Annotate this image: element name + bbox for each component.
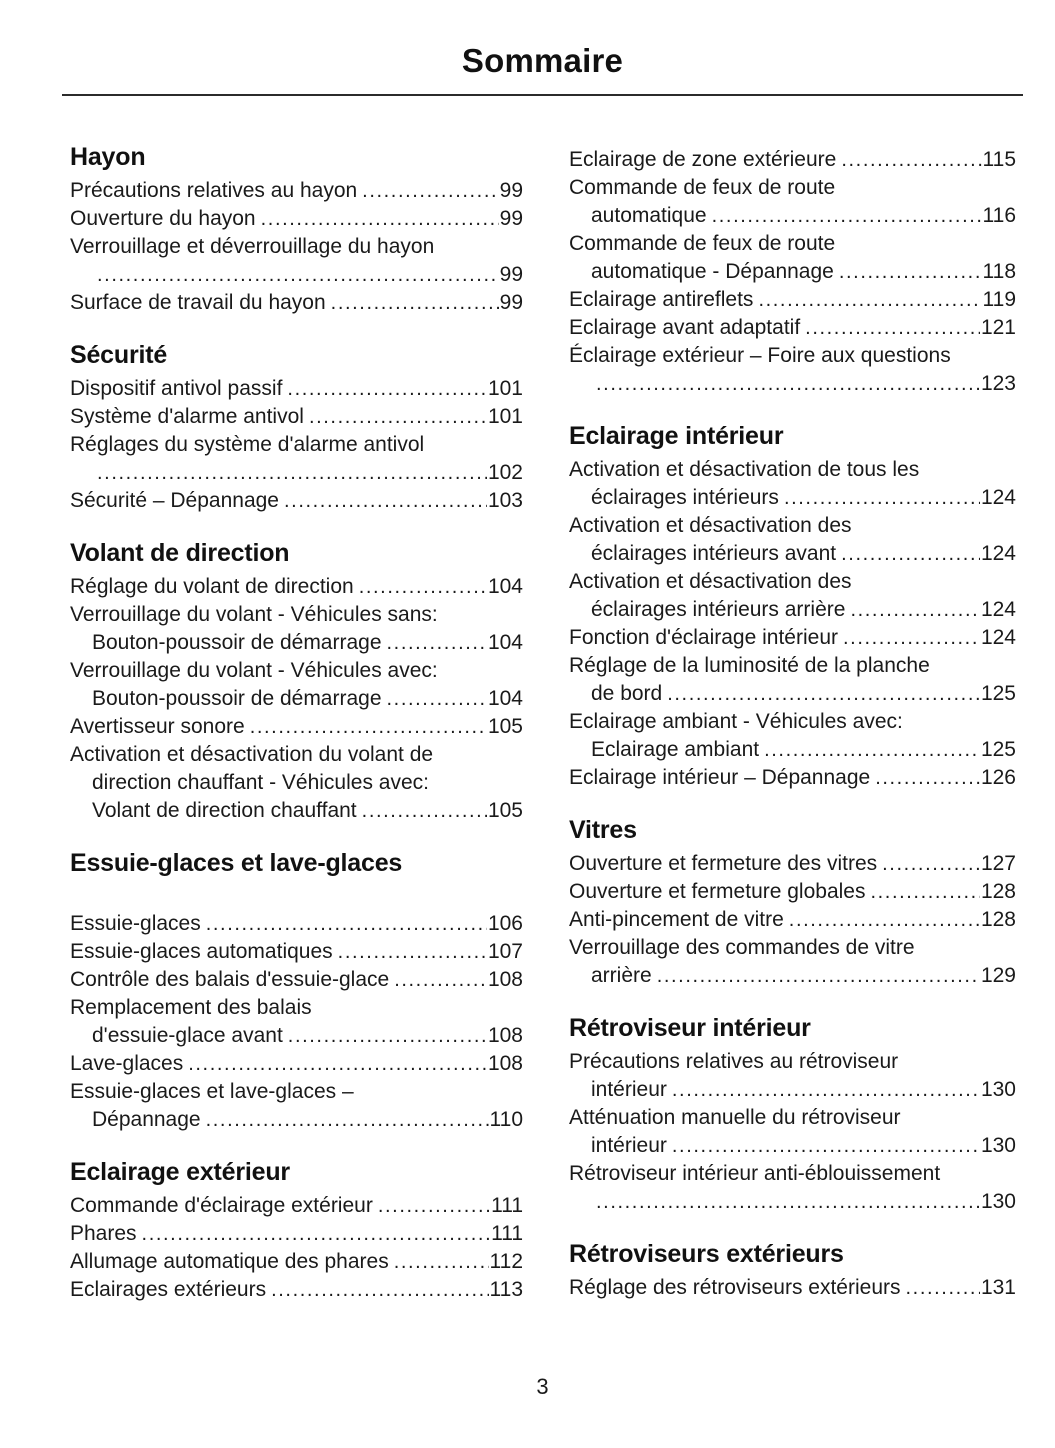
toc-entry-line [569, 878, 1016, 906]
toc-entry [70, 289, 523, 317]
toc-entry-line [70, 713, 523, 741]
toc-section [569, 1239, 1016, 1302]
toc-entry [70, 573, 523, 601]
entry-title: Eclairage antireflets [569, 288, 754, 311]
dot-leader [271, 1276, 488, 1304]
entry-title: Eclairage avant adaptatif [569, 316, 801, 339]
dot-leader [142, 1220, 491, 1248]
entry-page-number: 99 [499, 291, 523, 314]
entry-page-number: 99 [499, 263, 523, 286]
toc-entry [70, 487, 523, 515]
toc-entry [70, 1078, 523, 1134]
dot-leader [850, 596, 980, 624]
entry-page-number: 102 [487, 461, 523, 484]
dot-leader [596, 1188, 980, 1216]
dot-leader [712, 202, 982, 230]
entry-title: éclairages intérieurs arrière [591, 598, 846, 621]
dot-leader [188, 1050, 487, 1078]
toc-entry-line [569, 258, 1016, 286]
toc-entry [70, 938, 523, 966]
entry-title: intérieur [591, 1078, 667, 1101]
entry-title-line: Remplacement des balais [70, 996, 312, 1019]
toc-entry-line [569, 736, 1016, 764]
toc-entry-line [70, 797, 523, 825]
entry-title: Ouverture du hayon [70, 207, 256, 230]
toc-entry-line [569, 286, 1016, 314]
section-heading: Eclairage intérieur [569, 422, 784, 450]
entry-page-number: 106 [487, 912, 523, 935]
entry-title-line: Verrouillage et déverrouillage du hayon [70, 235, 435, 258]
entry-page-number: 121 [980, 316, 1016, 339]
dot-leader [359, 573, 487, 601]
toc-entry [70, 741, 523, 825]
toc-section [70, 538, 523, 825]
dot-leader [672, 1076, 980, 1104]
dot-leader [394, 966, 487, 994]
toc-entry [70, 233, 523, 289]
dot-leader [394, 1248, 489, 1276]
toc-entry-line [70, 685, 523, 713]
toc-entry [569, 146, 1016, 174]
entry-title-line: Activation et désactivation du volant de [70, 743, 434, 766]
dot-leader [378, 1192, 490, 1220]
section-heading: Vitres [569, 816, 637, 844]
toc-entry-line [569, 370, 1016, 398]
toc-entry-line [569, 202, 1016, 230]
entry-page-number: 113 [489, 1278, 523, 1301]
entry-title: Surface de travail du hayon [70, 291, 326, 314]
dot-leader [338, 938, 487, 966]
toc-entry [70, 601, 523, 657]
toc-entry-line [70, 938, 523, 966]
entry-title: Dépannage [92, 1108, 201, 1131]
toc-entry-line [70, 1248, 523, 1276]
toc-entry [569, 906, 1016, 934]
page-footer [62, 1374, 1023, 1400]
entry-title-line: Eclairage ambiant - Véhicules avec: [569, 710, 903, 733]
dot-leader [250, 713, 487, 741]
entry-page-number: 105 [487, 799, 523, 822]
toc-entry [569, 456, 1016, 512]
entry-page-number: 108 [487, 968, 523, 991]
entry-page-number: 104 [487, 631, 523, 654]
entry-page-number: 126 [980, 766, 1016, 789]
entry-title: Contrôle des balais d'essuie-glace [70, 968, 390, 991]
toc-entry [70, 375, 523, 403]
header-rule [62, 94, 1023, 96]
toc-entry [70, 177, 523, 205]
entry-title: de bord [591, 682, 663, 705]
toc-entry-line [569, 624, 1016, 652]
toc-entry [70, 966, 523, 994]
entry-title-line: Activation et désactivation des [569, 570, 852, 593]
page-number: 3 [536, 1374, 549, 1399]
dot-leader [657, 962, 980, 990]
toc-entry-line [70, 573, 523, 601]
dot-leader [387, 685, 487, 713]
toc-entry [569, 230, 1016, 286]
entry-title-line: Verrouillage du volant - Véhicules sans: [70, 603, 438, 626]
entry-title: Ouverture et fermeture des vitres [569, 852, 878, 875]
toc-entry-line [70, 289, 523, 317]
page-title: Sommaire [461, 42, 624, 79]
entry-page-number: 118 [982, 260, 1016, 283]
page-header [0, 0, 1055, 96]
dot-leader [906, 1274, 980, 1302]
section-heading: Sécurité [70, 341, 168, 369]
toc-entry-line [569, 1132, 1016, 1160]
entry-title-line: direction chauffant - Véhicules avec: [92, 771, 429, 794]
dot-leader [841, 146, 981, 174]
entry-title: Sécurité – Dépannage [70, 489, 279, 512]
toc-entry-line [569, 596, 1016, 624]
dot-leader [309, 403, 487, 431]
entry-page-number: 124 [980, 626, 1016, 649]
section-heading: Volant de direction [70, 539, 290, 567]
toc-section [70, 848, 523, 1134]
entry-page-number: 101 [487, 405, 523, 428]
toc-entry [569, 1048, 1016, 1104]
entry-title: Réglage du volant de direction [70, 575, 354, 598]
toc-entry-line [70, 1192, 523, 1220]
toc-entry-line [70, 1220, 523, 1248]
toc-entry-line [569, 1274, 1016, 1302]
entry-title: Précautions relatives au hayon [70, 179, 358, 202]
toc-entry-line [569, 314, 1016, 342]
dot-leader [261, 205, 499, 233]
entry-page-number: 124 [980, 486, 1016, 509]
toc-entry-line [70, 403, 523, 431]
entry-page-number: 108 [487, 1024, 523, 1047]
toc-entry-line [569, 1188, 1016, 1216]
entry-page-number: 130 [980, 1078, 1016, 1101]
toc-entry [70, 910, 523, 938]
entry-title-line: Essuie-glaces et lave-glaces – [70, 1080, 354, 1103]
entry-title-line: Activation et désactivation de tous les [569, 458, 920, 481]
dot-leader [97, 261, 499, 289]
toc-entry-line [569, 962, 1016, 990]
dot-leader [287, 375, 487, 403]
entry-page-number: 110 [489, 1108, 523, 1131]
toc-entry [70, 403, 523, 431]
toc-entry-line [569, 484, 1016, 512]
toc-entry [70, 1050, 523, 1078]
entry-title-line: Réglage de la luminosité de la planche [569, 654, 930, 677]
dot-leader [789, 906, 980, 934]
dot-leader [764, 736, 980, 764]
section-heading: Rétroviseur intérieur [569, 1014, 811, 1042]
toc-entry-line [70, 375, 523, 403]
entry-title: Eclairage ambiant [591, 738, 760, 761]
entry-page-number: 128 [980, 880, 1016, 903]
entry-page-number: 107 [487, 940, 523, 963]
entry-page-number: 99 [499, 179, 523, 202]
toc-entry [70, 205, 523, 233]
toc-entry [569, 286, 1016, 314]
entry-page-number: 101 [487, 377, 523, 400]
toc-entry-line [70, 1106, 523, 1134]
dot-leader [805, 314, 980, 342]
toc-section [569, 1013, 1016, 1216]
entry-page-number: 124 [980, 542, 1016, 565]
entry-title: automatique - Dépannage [591, 260, 834, 283]
section-heading: Hayon [70, 143, 146, 171]
dot-leader [758, 286, 981, 314]
toc-entry-line [569, 680, 1016, 708]
dot-leader [97, 459, 487, 487]
toc-entry [569, 850, 1016, 878]
dot-leader [875, 764, 980, 792]
dot-leader [667, 680, 980, 708]
entry-title-line: Activation et désactivation des [569, 514, 852, 537]
entry-title-line: Atténuation manuelle du rétroviseur [569, 1106, 901, 1129]
toc-entry-line [70, 177, 523, 205]
toc-entry [70, 1276, 523, 1304]
entry-page-number: 111 [491, 1222, 523, 1245]
toc-entry [70, 713, 523, 741]
toc-entry [569, 934, 1016, 990]
entry-page-number: 115 [982, 148, 1016, 171]
dot-leader [843, 624, 980, 652]
toc-entry [569, 314, 1016, 342]
entry-title: Phares [70, 1222, 137, 1245]
entry-title: Lave-glaces [70, 1052, 184, 1075]
toc-entry [70, 657, 523, 713]
entry-title-line: Verrouillage des commandes de vitre [569, 936, 915, 959]
section-heading: Rétroviseurs extérieurs [569, 1240, 844, 1268]
toc-entry [569, 342, 1016, 398]
entry-title: arrière [591, 964, 652, 987]
entry-title: Eclairage de zone extérieure [569, 148, 837, 171]
entry-title: Essuie-glaces [70, 912, 201, 935]
entry-title: Ouverture et fermeture globales [569, 880, 866, 903]
entry-title: Bouton-poussoir de démarrage [92, 631, 382, 654]
toc-entry [70, 1220, 523, 1248]
entry-page-number: 124 [980, 598, 1016, 621]
toc-entry [569, 1104, 1016, 1160]
entry-title-line: Réglages du système d'alarme antivol [70, 433, 425, 456]
entry-title: Bouton-poussoir de démarrage [92, 687, 382, 710]
entry-title: Fonction d'éclairage intérieur [569, 626, 838, 649]
toc-section [569, 815, 1016, 990]
toc-section [70, 340, 523, 515]
toc-entry-line [70, 629, 523, 657]
toc-entry-line [70, 910, 523, 938]
toc-entry [569, 624, 1016, 652]
toc-section [70, 1157, 523, 1304]
entry-title: Allumage automatique des phares [70, 1250, 389, 1273]
entry-page-number: 104 [487, 687, 523, 710]
dot-leader [362, 797, 487, 825]
entry-page-number: 128 [980, 908, 1016, 931]
entry-page-number: 116 [982, 204, 1016, 227]
toc-entry-line [70, 1276, 523, 1304]
entry-title: Anti-pincement de vitre [569, 908, 784, 931]
entry-title-line: Précautions relatives au rétroviseur [569, 1050, 899, 1073]
toc-entry [569, 878, 1016, 906]
entry-title-line: Commande de feux de route [569, 232, 836, 255]
entry-title: Système d'alarme antivol [70, 405, 304, 428]
dot-leader [331, 289, 499, 317]
dot-leader [596, 370, 980, 398]
dot-leader [387, 629, 487, 657]
entry-page-number: 130 [980, 1134, 1016, 1157]
entry-page-number: 112 [489, 1250, 523, 1273]
toc-entry [569, 652, 1016, 708]
entry-title: Eclairage intérieur – Dépannage [569, 766, 871, 789]
entry-title: Eclairages extérieurs [70, 1278, 267, 1301]
entry-title: automatique [591, 204, 707, 227]
toc-entry [569, 174, 1016, 230]
entry-title: Volant de direction chauffant [92, 799, 357, 822]
toc-entry [70, 1192, 523, 1220]
toc-section [569, 421, 1016, 792]
entry-page-number: 125 [980, 738, 1016, 761]
toc-entry-line [569, 540, 1016, 568]
entry-page-number: 99 [499, 207, 523, 230]
toc-entry [569, 1160, 1016, 1216]
toc-entry-line [70, 205, 523, 233]
toc-column-left [70, 142, 523, 1304]
entry-title-line: Commande de feux de route [569, 176, 836, 199]
toc-entry-line [70, 1022, 523, 1050]
entry-page-number: 104 [487, 575, 523, 598]
entry-page-number: 127 [980, 852, 1016, 875]
toc-entry-line [70, 487, 523, 515]
entry-page-number: 131 [980, 1276, 1016, 1299]
entry-title: Dispositif antivol passif [70, 377, 283, 400]
toc-entry [569, 708, 1016, 764]
entry-page-number: 105 [487, 715, 523, 738]
entry-title: éclairages intérieurs [591, 486, 779, 509]
entry-title: intérieur [591, 1134, 667, 1157]
toc-column-right [569, 142, 1016, 1304]
entry-title: Commande d'éclairage extérieur [70, 1194, 373, 1217]
entry-title: Essuie-glaces automatiques [70, 940, 333, 963]
entry-page-number: 129 [980, 964, 1016, 987]
toc-entry [569, 1274, 1016, 1302]
toc-entry [569, 512, 1016, 568]
toc-entry-line [70, 261, 523, 289]
toc-entry [70, 431, 523, 487]
dot-leader [784, 484, 980, 512]
entry-page-number: 125 [980, 682, 1016, 705]
dot-leader [284, 487, 487, 515]
entry-title-line: Rétroviseur intérieur anti-éblouissement [569, 1162, 941, 1185]
section-heading: Eclairage extérieur [70, 1158, 290, 1186]
toc-entry-line [70, 1050, 523, 1078]
entry-title: éclairages intérieurs avant [591, 542, 837, 565]
entry-page-number: 130 [980, 1190, 1016, 1213]
dot-leader [841, 540, 980, 568]
toc-section [569, 146, 1016, 398]
dot-leader [362, 177, 498, 205]
toc-entry-line [569, 764, 1016, 792]
entry-page-number: 108 [487, 1052, 523, 1075]
toc-entry-line [569, 906, 1016, 934]
toc-entry-line [70, 966, 523, 994]
entry-title: d'essuie-glace avant [92, 1024, 283, 1047]
entry-title-line: Éclairage extérieur – Foire aux questions [569, 344, 951, 367]
dot-leader [870, 878, 979, 906]
toc-entry-line [569, 146, 1016, 174]
entry-page-number: 119 [982, 288, 1016, 311]
toc-entry-line [70, 459, 523, 487]
toc-entry [569, 764, 1016, 792]
dot-leader [839, 258, 982, 286]
dot-leader [206, 1106, 489, 1134]
toc-entry [569, 568, 1016, 624]
section-heading: Essuie-glaces et lave-glaces [70, 849, 403, 877]
toc-entry [70, 1248, 523, 1276]
entry-page-number: 111 [491, 1194, 523, 1217]
entry-title: Réglage des rétroviseurs extérieurs [569, 1276, 901, 1299]
dot-leader [288, 1022, 487, 1050]
toc-entry-line [569, 850, 1016, 878]
dot-leader [882, 850, 980, 878]
toc-entry [70, 994, 523, 1050]
entry-title: Avertisseur sonore [70, 715, 245, 738]
entry-title-line: Verrouillage du volant - Véhicules avec: [70, 659, 438, 682]
dot-leader [206, 910, 487, 938]
table-of-contents [0, 142, 1055, 1304]
entry-page-number: 123 [980, 372, 1016, 395]
dot-leader [672, 1132, 980, 1160]
toc-entry-line [569, 1076, 1016, 1104]
entry-page-number: 103 [487, 489, 523, 512]
toc-section [70, 142, 523, 317]
